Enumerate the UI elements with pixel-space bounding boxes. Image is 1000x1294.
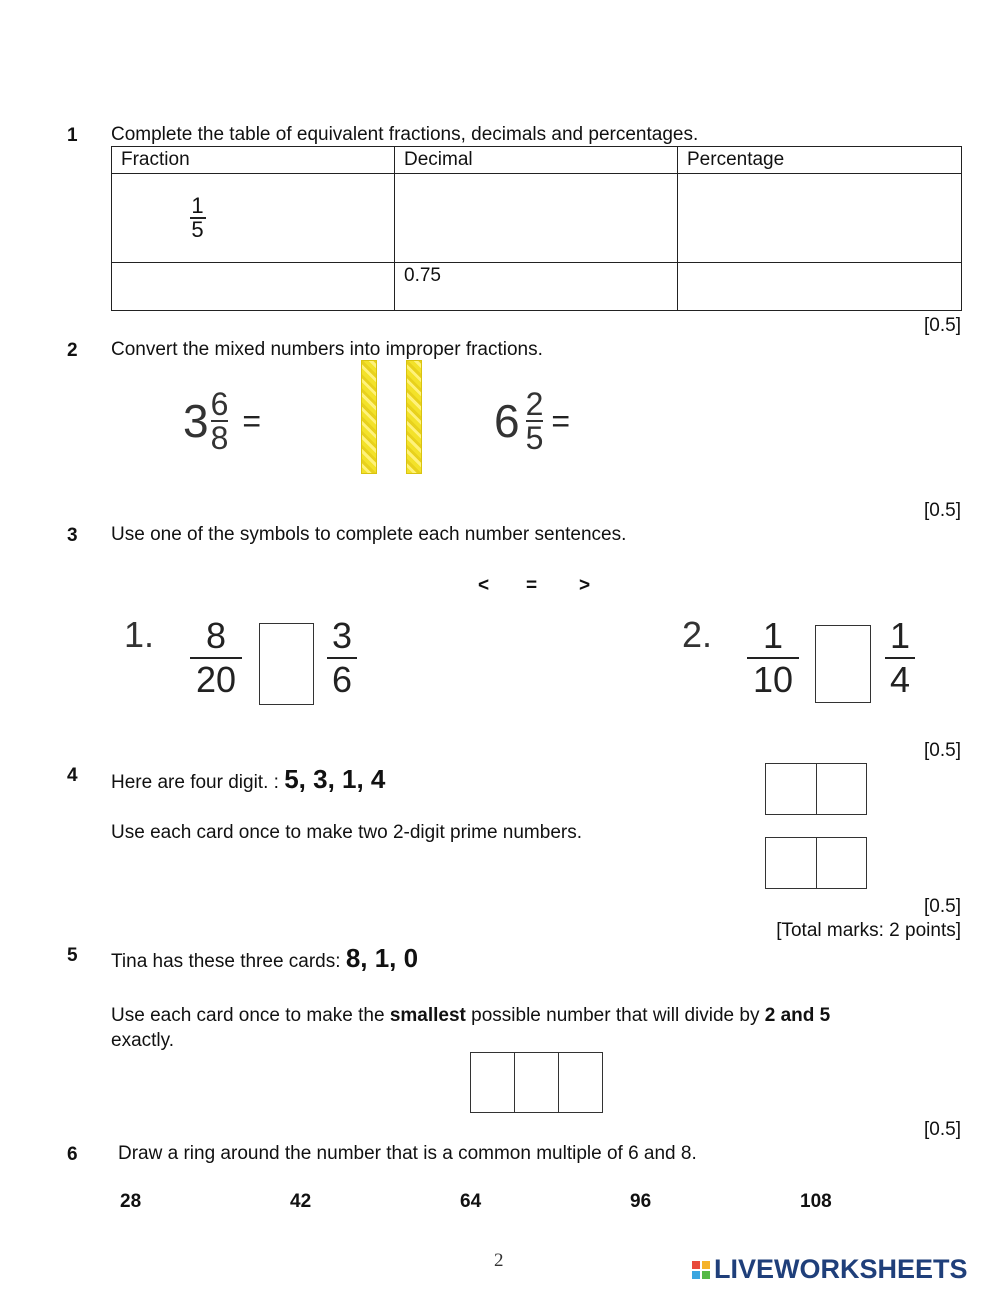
mixed-number-1: [183, 388, 261, 454]
fraction-denominator: 5: [191, 217, 204, 242]
digit-card-slot[interactable]: [559, 1053, 602, 1112]
fraction-numerator: 1: [762, 615, 784, 656]
question-5-digits: 8, 1, 0: [345, 943, 419, 973]
mixed-1-whole: 3: [183, 395, 209, 447]
logo-text: LIVEWORKSHEETS: [714, 1254, 968, 1284]
instruction-part: Use each card once to make the: [111, 1005, 390, 1026]
header-percentage: Percentage: [678, 147, 962, 174]
logo-grid-icon: [692, 1261, 710, 1279]
digit-card-slot[interactable]: [817, 838, 866, 888]
question-6-text: Draw a ring around the number that is a common multiple of 6 and 8.: [118, 1143, 697, 1164]
question-number-3: 3: [67, 525, 78, 546]
item-1-label: 1.: [124, 614, 155, 655]
liveworksheets-logo[interactable]: [692, 1254, 968, 1285]
question-4-digits: 5, 3, 1, 4: [284, 764, 386, 794]
highlighter-mark: [361, 360, 377, 474]
fraction-1-10: [747, 615, 799, 700]
option-96[interactable]: 96: [630, 1191, 652, 1212]
digit-card-slot[interactable]: [766, 838, 817, 888]
fraction-denominator: 4: [889, 659, 911, 700]
fraction-3-6: [327, 615, 357, 700]
mixed-2-fraction: [526, 388, 544, 454]
mixed-2-denominator: 5: [525, 420, 544, 456]
question-number-1: 1: [67, 125, 78, 146]
mixed-2-numerator: 2: [525, 386, 544, 422]
fraction-one-fifth: [190, 195, 206, 241]
symbol-equals: =: [526, 575, 538, 596]
equals-sign: =: [551, 402, 571, 439]
question-number-5: 5: [67, 945, 78, 966]
mixed-number-2: [494, 388, 570, 454]
cell-decimal-answer[interactable]: [395, 174, 678, 263]
question-4-text: [111, 764, 385, 795]
marks-q5: [0.5]: [924, 1119, 961, 1140]
total-marks: [Total marks: 2 points]: [776, 920, 961, 941]
equals-sign: =: [242, 402, 262, 439]
fraction-numerator: 3: [331, 615, 353, 656]
question-1-text: Complete the table of equivalent fractions, decimals and percentages.: [111, 124, 699, 145]
cell-percentage-answer[interactable]: [678, 174, 962, 263]
header-decimal: Decimal: [395, 147, 678, 174]
prime-answer-cards-1: [765, 763, 867, 815]
instruction-part: possible number that will divide by: [465, 1005, 765, 1026]
table-row: [112, 263, 962, 311]
digit-card-slot[interactable]: [471, 1053, 515, 1112]
cell-decimal-given: 0.75: [395, 263, 678, 311]
instruction-part: exactly.: [111, 1030, 175, 1051]
symbol-answer-box-2[interactable]: [815, 625, 871, 703]
fraction-denominator: 6: [331, 659, 353, 700]
option-64[interactable]: 64: [460, 1191, 482, 1212]
option-28[interactable]: 28: [120, 1191, 142, 1212]
question-5-text: [111, 943, 418, 974]
table-row: [112, 174, 962, 263]
digit-card-slot[interactable]: [766, 764, 817, 814]
cell-fraction-given: [112, 174, 395, 263]
mixed-2-whole: 6: [494, 395, 520, 447]
fraction-numerator: 8: [205, 615, 227, 656]
question-number-4: 4: [67, 765, 78, 786]
highlighter-mark: [406, 360, 422, 474]
mixed-1-fraction: [211, 388, 229, 454]
fraction-8-20: [190, 615, 242, 700]
fraction-denominator: 10: [752, 659, 794, 700]
fraction-numerator: 1: [889, 615, 911, 656]
digit-card-slot[interactable]: [515, 1053, 559, 1112]
marks-q1: [0.5]: [924, 315, 961, 336]
option-108[interactable]: 108: [800, 1191, 832, 1212]
marks-q2: [0.5]: [924, 500, 961, 521]
fraction-1-4: [885, 615, 915, 700]
option-42[interactable]: 42: [290, 1191, 312, 1212]
smallest-number-cards: [470, 1052, 603, 1113]
table-header-row: [112, 147, 962, 174]
symbol-less-than: <: [478, 575, 490, 596]
marks-q4: [0.5]: [924, 896, 961, 917]
prime-answer-cards-2: [765, 837, 867, 889]
question-2-text: Convert the mixed numbers into improper fractions.: [111, 339, 543, 360]
cell-percentage-answer-2[interactable]: [678, 263, 962, 311]
header-fraction: Fraction: [112, 147, 395, 174]
digit-card-slot[interactable]: [817, 764, 866, 814]
cell-fraction-answer[interactable]: [112, 263, 395, 311]
instruction-emphasis-divisors: 2 and 5: [764, 1005, 831, 1026]
symbol-greater-than: >: [579, 575, 591, 596]
question-4-prefix: Here are four digit. :: [111, 772, 285, 793]
question-number-6: 6: [67, 1144, 78, 1165]
question-3-text: Use one of the symbols to complete each number sentences.: [111, 524, 627, 545]
mixed-1-denominator: 8: [210, 420, 229, 456]
question-5-prefix: Tina has these three cards:: [111, 951, 346, 972]
fraction-numerator: 1: [191, 193, 204, 218]
question-number-2: 2: [67, 340, 78, 361]
symbol-answer-box-1[interactable]: [259, 623, 314, 705]
equivalence-table: [111, 146, 962, 311]
fraction-denominator: 20: [195, 659, 237, 700]
question-4-instruction: Use each card once to make two 2-digit prime numbers.: [111, 822, 582, 843]
question-5-instruction: [111, 1003, 941, 1053]
page-number: 2: [494, 1250, 504, 1271]
marks-q3: [0.5]: [924, 740, 961, 761]
item-2-label: 2.: [682, 614, 713, 655]
instruction-emphasis-smallest: smallest: [389, 1005, 466, 1026]
mixed-1-numerator: 6: [210, 386, 229, 422]
